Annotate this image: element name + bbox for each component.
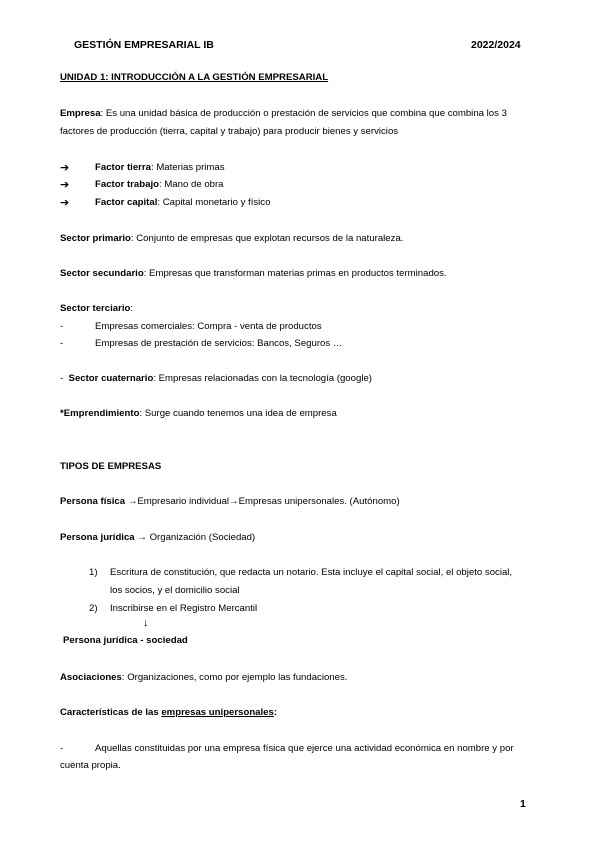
factor-term: Factor trabajo xyxy=(95,179,159,190)
caracteristicas-suffix: : xyxy=(273,707,278,718)
factor-term: Factor capital xyxy=(95,197,158,208)
sector-term: Sector primario xyxy=(60,233,131,244)
emprendimiento-text: : Surge cuando tenemos una idea de empresa xyxy=(139,408,337,419)
page-number: 1 xyxy=(520,798,526,810)
last-item-line2: cuenta propia. xyxy=(60,760,121,771)
sector-text: : Empresas relacionadas con la tecnología (google) xyxy=(153,373,372,384)
sector-terciario xyxy=(60,303,133,315)
sector-secundario xyxy=(60,268,447,280)
persona-text: →Empresario individual→Empresas unipersonales. (Autónomo) xyxy=(125,496,400,507)
factor-term: Factor tierra xyxy=(95,162,151,173)
last-item-line1: Aquellas constituidas por una empresa física que ejerce una actividad económica en nombre y por xyxy=(95,743,514,754)
sector-term: Sector secundario xyxy=(60,268,144,279)
persona-term: Persona física xyxy=(60,496,126,507)
unit-title: UNIDAD 1: INTRODUCCIÓN A LA GESTIÓN EMPRESARIAL xyxy=(60,72,329,83)
factor-tierra xyxy=(95,162,225,174)
factor-capital xyxy=(95,197,270,209)
persona-term: Persona jurídica xyxy=(60,532,135,543)
pj-sociedad: Persona jurídica - sociedad xyxy=(63,635,188,646)
persona-fisica xyxy=(60,496,400,508)
arrow-right-icon: ➔ xyxy=(60,179,70,191)
empresa-line1: : Es una unidad básica de producción o prestación de servicios que combina que combina los 3 xyxy=(100,108,507,119)
emprendimiento-term: *Emprendimiento xyxy=(60,408,140,419)
sector-term: Sector terciario xyxy=(60,303,131,314)
step-number: 2) xyxy=(89,603,98,614)
header-left: GESTIÓN EMPRESARIAL IB xyxy=(74,39,214,51)
factor-row xyxy=(60,179,69,192)
sector-colon: : xyxy=(130,303,134,314)
header-right: 2022/2024 xyxy=(471,39,521,51)
persona-juridica xyxy=(60,532,255,544)
empresa-term: Empresa xyxy=(60,108,101,119)
list-item: Empresas de prestación de servicios: Bancos, Seguros … xyxy=(95,338,343,349)
arrow-down-icon: ↓ xyxy=(143,617,149,629)
emprendimiento xyxy=(60,408,337,420)
list-dash: - xyxy=(60,338,64,349)
step-number: 1) xyxy=(89,567,98,578)
persona-text: → Organización (Sociedad) xyxy=(134,532,256,543)
empresa-paragraph xyxy=(60,108,544,120)
arrow-right-icon: ➔ xyxy=(60,197,70,209)
list-dash: - xyxy=(60,321,64,332)
asociaciones xyxy=(60,672,347,684)
asociaciones-term: Asociaciones xyxy=(60,672,122,683)
step-line: Inscribirse en el Registro Mercantil xyxy=(110,603,258,614)
asociaciones-text: : Organizaciones, como por ejemplo las fundaciones. xyxy=(121,672,348,683)
caracteristicas-underlined: empresas unipersonales xyxy=(161,707,274,718)
sector-primario xyxy=(60,233,403,245)
factor-trabajo xyxy=(95,179,224,191)
factor-row xyxy=(60,197,69,210)
sector-term: Sector cuaternario xyxy=(68,373,154,384)
factor-text: : Mano de obra xyxy=(158,179,224,190)
list-item: Empresas comerciales: Compra - venta de productos xyxy=(95,321,322,332)
sector-text: : Conjunto de empresas que explotan recursos de la naturaleza. xyxy=(130,233,404,244)
caracteristicas-title xyxy=(60,707,277,719)
step-line: los socios, y el domicilio social xyxy=(110,585,240,596)
tipos-title: TIPOS DE EMPRESAS xyxy=(60,461,162,472)
factor-text: : Materias primas xyxy=(150,162,225,173)
factor-text: : Capital monetario y físico xyxy=(157,197,271,208)
list-dash: - xyxy=(60,373,64,384)
arrow-right-icon: ➔ xyxy=(60,162,70,174)
list-dash: - xyxy=(60,743,64,754)
empresa-line2: factores de producción (tierra, capital y trabajo) para producir bienes y servicios xyxy=(60,126,399,137)
caracteristicas-prefix: Características de las xyxy=(60,707,162,718)
factor-row xyxy=(60,162,69,175)
step-line: Escritura de constitución, que redacta un notario. Esta incluye el capital social, el objeto social, xyxy=(110,567,513,578)
sector-cuaternario xyxy=(60,373,372,385)
sector-text: : Empresas que transforman materias primas en productos terminados. xyxy=(143,268,447,279)
